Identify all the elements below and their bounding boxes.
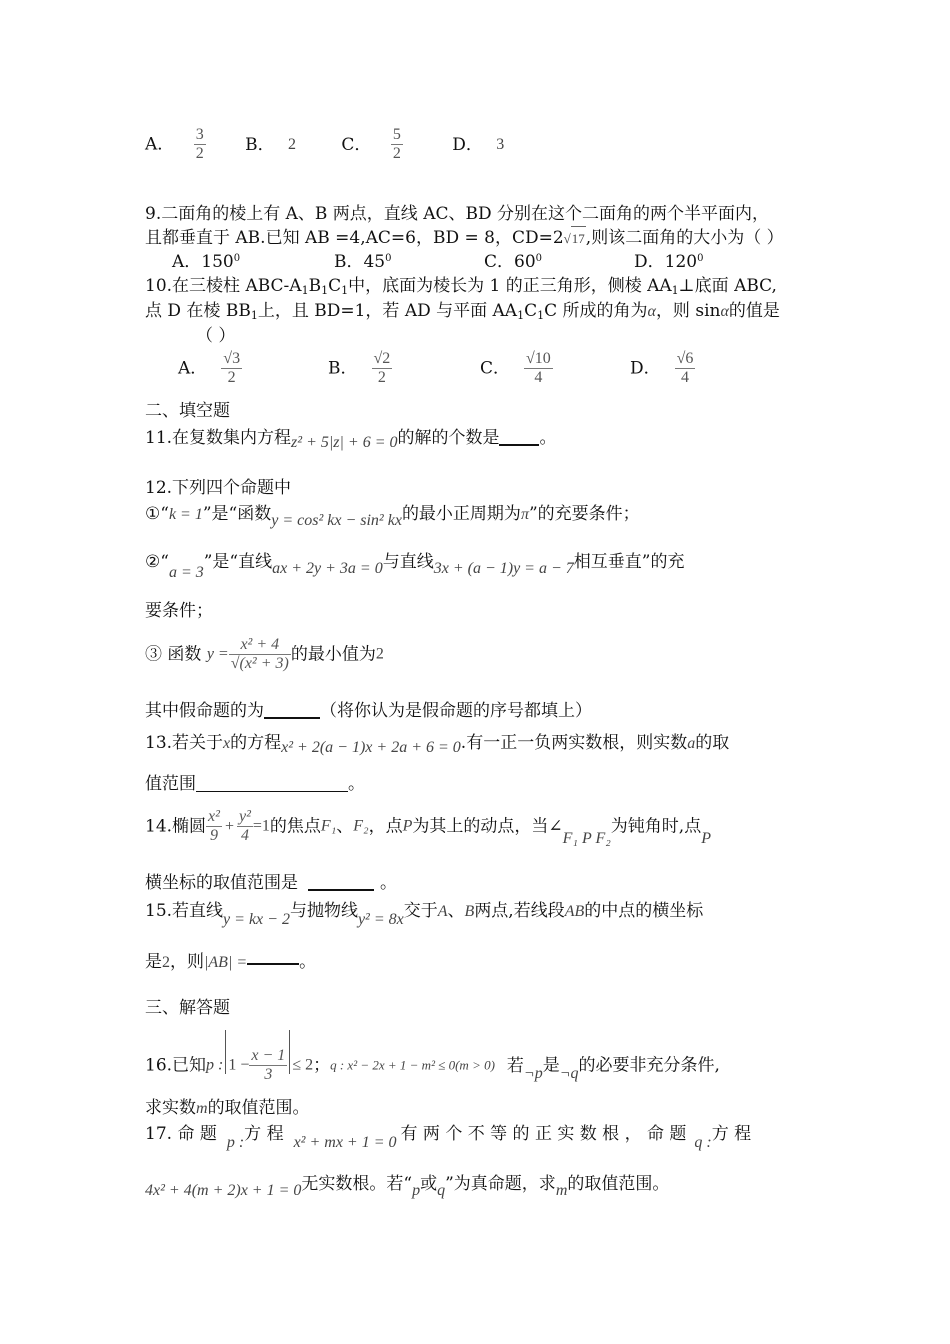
q9-options <box>172 250 703 274</box>
q12-answer-blank[interactable] <box>264 703 320 719</box>
q10-option-a: A． $\frac{√3}{2}$ <box>178 350 241 386</box>
q8-option-b-label: B． <box>245 134 275 155</box>
q12-proposition-3: ③ 函数 y = $\frac{\text{x² + 4}}{\text{√(x² + 3)}}$ 的最小值为2 <box>145 636 384 672</box>
q15-line1: 15.若直线y = kx − 2与抛物线y² = 8x交于A、B两点,若线段AB的中点的横坐标 <box>145 901 704 928</box>
q16-line1: 16.已知p : 1 − $\frac{x - 1}{3}$ ≤ 2；q : x² − 2x + 1 − m² ≤ 0(m > 0) 若¬p是¬q的必要非充分条件, <box>145 1030 720 1084</box>
q12-title: 12.下列四个命题中 <box>145 478 292 498</box>
q17-line1: 17. 命 题 p :方 程 x² + mx + 1 = 0 有 两 个 不 等 的 正 实 数 根 ， 命 题 q :方 程 <box>145 1124 752 1151</box>
q11: 11.在复数集内方程z² + 5|z| + 6 = 0的解的个数是 。 <box>145 428 557 451</box>
q10-option-d: D． $\frac{√6}{4}$ <box>630 350 694 386</box>
q8-option-d-label: D． <box>452 134 483 155</box>
q13-line2: 值范围 。 <box>145 774 365 794</box>
q10-options <box>178 350 695 387</box>
q9-line2: 且都垂直于 AB.已知 AB =4,AC=6，BD = 8，CD=2√17,则该二面角的大小为（ ） <box>145 226 784 251</box>
q11-answer-blank[interactable] <box>499 430 539 446</box>
q10-line1: 10.在三棱柱 ABC-$A_1B_1C_1$中，底面为棱长为 1 的正三角形，侧棱 $AA_1\perp$底面 ABC, <box>145 276 777 297</box>
q8-options <box>145 126 504 174</box>
q12-proposition-2-cont: 要条件； <box>145 601 213 621</box>
q9-option-c: C．$60^0$ <box>484 252 543 272</box>
q8-option-d-value: 3 <box>496 135 505 153</box>
q16-line2: 求实数m的取值范围。 <box>145 1098 310 1118</box>
q10-option-c: C． $\frac{√10}{4}$ <box>480 350 551 386</box>
q8-option-c-label: C． <box>341 134 372 155</box>
q13-answer-blank[interactable] <box>196 777 348 792</box>
q9-sqrt-value: 17 <box>571 226 586 251</box>
q8-option-b-value: 2 <box>288 135 296 153</box>
q14-answer-blank[interactable] <box>308 875 374 891</box>
q10-option-b: B． $\frac{√2}{2}$ <box>328 350 391 386</box>
q15-line2: 是2，则|AB| = 。 <box>145 952 317 972</box>
q14-line2: 横坐标的取值范围是 。 <box>145 873 397 893</box>
q10-answer-paren: （ ） <box>196 326 236 346</box>
section-heading-solutions: 三、解答题 <box>145 998 230 1018</box>
q9-option-d: D．$120^0$ <box>634 252 704 272</box>
q13-line1: 13.若关于x的方程x² + 2(a − 1)x + 2a + 6 = 0.有一正一负两实数根，则实数a的取 <box>145 733 730 756</box>
q12-proposition-2: ②“a = 3”是“直线ax + 2y + 3a = 0与直线3x + (a − 1)y = a − 7相互垂直”的充 <box>145 552 685 581</box>
q9-line1: 9.二面角的棱上有 A、B 两点，直线 AC、BD 分别在这个二面角的两个半平面内， <box>145 204 770 224</box>
section-heading-fill-in: 二、填空题 <box>145 401 230 421</box>
q9-option-a: A．$150^0$ <box>172 252 241 272</box>
q8-option-a-fraction: $\frac{3}{2}$ <box>195 126 204 162</box>
q14-line1: 14.椭圆 $\frac{\text{x²}}{9}$ + $\frac{\text{y²}}{4}$ =1的焦点F₁、F₂，点P为其上的动点，当∠F₁ P F₂为钝角时,点P <box>145 808 711 847</box>
q15-answer-blank[interactable] <box>247 953 299 965</box>
q11-equation: z² + 5|z| + 6 = 0 <box>291 434 398 451</box>
q8-option-c-fraction: $\frac{5}{2}$ <box>392 126 401 162</box>
q12-tail: 其中假命题的为 （将你认为是假命题的序号都填上） <box>145 701 592 721</box>
q10-line2: 点 D 在棱 $BB_1$上，且 BD=1，若 AD 与平面 $AA_1C_1C$ 所成的角为α，则 sinα的值是 <box>145 301 780 322</box>
q12-proposition-1: ①“k = 1”是“函数y = cos² kx − sin² kx的最小正周期为π”的充要条件； <box>145 504 640 529</box>
q17-line2: 4x² + 4(m + 2)x + 1 = 0无实数根。若“p或q”为真命题，求m的取值范围。 <box>145 1174 670 1199</box>
q8-option-a-label: A． <box>145 134 175 155</box>
q9-option-b: B．$45^0$ <box>334 252 392 272</box>
